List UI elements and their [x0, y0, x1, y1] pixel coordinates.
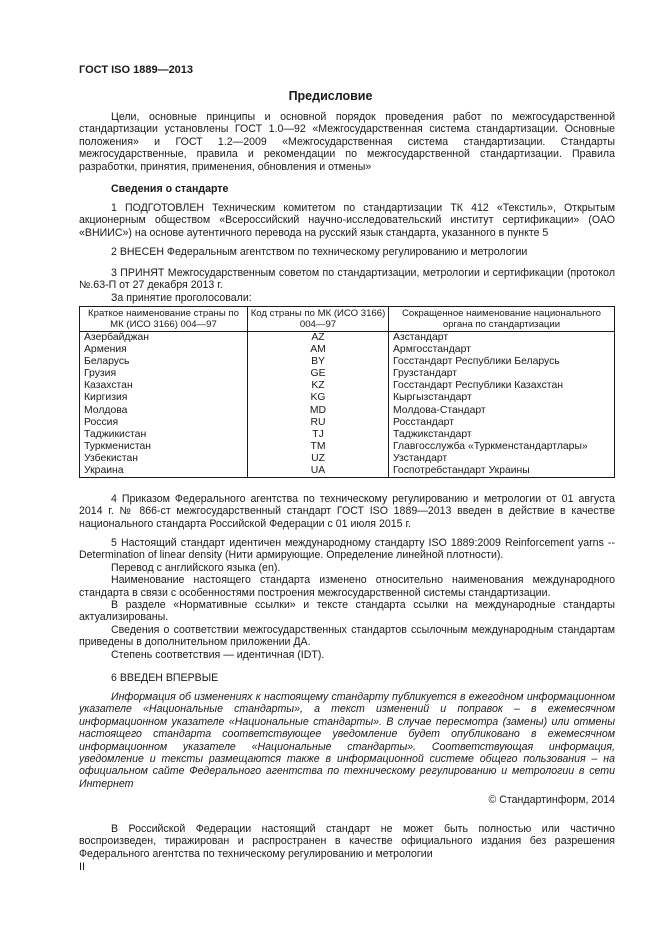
- cell-agency: Молдова-Стандарт: [389, 405, 615, 417]
- item-5-section: [79, 537, 615, 661]
- rights-paragraph: В Российской Федерации настоящий стандарт не может быть полностью или частично воспроизведен, тиражирован и распространен в качестве официального издания без разрешения Федерального агентства по техническому регулированию и метрологии: [79, 823, 615, 860]
- table-body: [80, 332, 615, 478]
- cell-code: RU: [248, 417, 389, 429]
- item-3-paragraph: 3 ПРИНЯТ Межгосударственным советом по стандартизации, метрологии и сертификации (протокол №.63-П от 27 декабря 2013 г.: [79, 267, 615, 292]
- cell-code: GE: [248, 368, 389, 380]
- copyright-section: [79, 794, 615, 806]
- cell-agency: Главгосслужба «Туркменстандартлары»: [389, 441, 615, 453]
- table-row: [80, 453, 615, 465]
- page-title: Предисловие: [288, 89, 373, 103]
- item-5-references: В разделе «Нормативные ссылки» и тексте стандарта ссылки на международные стандарты актуализированы.: [79, 599, 615, 624]
- item-5-language: Перевод с английского языка (en).: [111, 561, 281, 574]
- notice-paragraph: Информация об изменениях к настоящему стандарту публикуется в ежегодном информационном указателе «Национальные стандарты», а текст изменений и поправок – в ежемесячном информационном указателе «Национальные стандарты». В случае пересмотра (замены) или отмены настоящего стандарта соответствующее уведомление будет опубликовано в ежемесячном информационном указателе «Национальные стандарты». Соответствующая информация, уведомление и тексты размещаются также в информационной системе общего пользования – на официальном сайте Федерального агентства по техническому регулированию и метрологии в сети Интернет: [79, 691, 615, 790]
- table-row: [80, 344, 615, 356]
- info-section: [79, 183, 615, 195]
- cell-country: Молдова: [80, 405, 248, 417]
- item-1-paragraph: 1 ПОДГОТОВЛЕН Техническим комитетом по стандартизации ТК 412 «Текстиль», Открытым акционерным обществом «Всероссийский научно-исследовательский институт сертификации» (ОАО «ВНИИС») на основе аутентичного перевода на русский язык стандарта, указанного в пункте 5: [79, 202, 615, 239]
- cell-code: UZ: [248, 453, 389, 465]
- table-row: [80, 429, 615, 441]
- cell-agency: Росстандарт: [389, 417, 615, 429]
- cell-code: MD: [248, 405, 389, 417]
- cell-agency: Госпотребстандарт Украины: [389, 465, 615, 478]
- cell-country: Армения: [80, 344, 248, 356]
- info-heading: Сведения о стандарте: [111, 183, 229, 195]
- cell-code: UA: [248, 465, 389, 478]
- cell-country: Киргизия: [80, 392, 248, 404]
- item-4-paragraph: 4 Приказом Федерального агентства по техническому регулированию и метрологии от 01 августа 2014 г. № 866-ст межгосударственный стандарт ГОСТ ISO 1889—2013 введен в действие в качестве национального стандарта Российской Федерации с 01 июля 2015 г.: [79, 493, 615, 530]
- notice-section: [79, 691, 615, 790]
- cell-agency: Таджикстандарт: [389, 429, 615, 441]
- cell-code: TM: [248, 441, 389, 453]
- intro-paragraph: Цели, основные принципы и основной порядок проведения работ по межгосударственной стандартизации установлены ГОСТ 1.0—92 «Межгосударственная система стандартизации. Основные положения» и ГОСТ 1.2—2009 «Межгосударственная система стандартизации. Стандарты межгосударственные, правила и рекомендации по межгосударственной стандартизации. Правила разработки, принятия, применения, обновления и отмены»: [79, 111, 615, 173]
- cell-agency: Госстандарт Республики Казахстан: [389, 380, 615, 392]
- cell-country: Беларусь: [80, 356, 248, 368]
- item-5-degree: Степень соответствия — идентичная (IDT).: [111, 648, 325, 661]
- cell-code: BY: [248, 356, 389, 368]
- table-row: [80, 405, 615, 417]
- item-5-info: Сведения о соответствии межгосударственных стандартов ссылочным международным стандартам приведены в дополнительном приложении ДА.: [79, 623, 615, 649]
- cell-code: TJ: [248, 429, 389, 441]
- table-row: [80, 356, 615, 368]
- column-header-country: Краткое наименование страны по МК (ИСО 3166) 004—97: [80, 307, 248, 332]
- voting-table: [79, 306, 615, 478]
- table-row: [80, 392, 615, 404]
- item-3-section: [79, 267, 615, 304]
- cell-code: KZ: [248, 380, 389, 392]
- copyright-line: © Стандартинформ, 2014: [488, 794, 615, 806]
- item-2-paragraph: 2 ВНЕСЕН Федеральным агентством по техническому регулированию и метрологии: [111, 246, 528, 258]
- cell-country: Узбекистан: [80, 453, 248, 465]
- cell-country: Азербайджан: [80, 332, 248, 345]
- cell-agency: Кыргызстандарт: [389, 392, 615, 404]
- item-6-paragraph: 6 ВВЕДЕН ВПЕРВЫЕ: [111, 672, 219, 684]
- cell-agency: Грузстандарт: [389, 368, 615, 380]
- cell-agency: Узстандарт: [389, 453, 615, 465]
- cell-country: Украина: [80, 465, 248, 478]
- table-row: [80, 441, 615, 453]
- item-4-section: [79, 493, 615, 530]
- cell-country: Грузия: [80, 368, 248, 380]
- voting-table-wrapper: [79, 306, 615, 478]
- vote-label: За принятие проголосовали:: [111, 291, 252, 304]
- item-5-paragraph: 5 Настоящий стандарт идентичен международному стандарту ISO 1889:2009 Reinforcement yarns -- Determination of linear density (Нити армирующие. Определение линейной плотности).: [79, 537, 615, 562]
- cell-agency: Госстандарт Республики Беларусь: [389, 356, 615, 368]
- rights-section: [79, 823, 615, 860]
- cell-agency: Азстандарт: [389, 332, 615, 345]
- cell-country: Казахстан: [80, 380, 248, 392]
- cell-code: KG: [248, 392, 389, 404]
- intro-section: [79, 111, 615, 173]
- column-header-code: Код страны по МК (ИСО 3166) 004—97: [248, 307, 389, 332]
- cell-agency: Армгосстандарт: [389, 344, 615, 356]
- table-row: [80, 332, 615, 345]
- table-row: [80, 368, 615, 380]
- cell-country: Туркменистан: [80, 441, 248, 453]
- table-row: [80, 465, 615, 478]
- document-header: ГОСТ ISO 1889—2013: [79, 64, 194, 76]
- cell-code: AM: [248, 344, 389, 356]
- table-row: [80, 380, 615, 392]
- item-6-section: [79, 672, 615, 684]
- item-2-section: [79, 246, 615, 258]
- cell-code: AZ: [248, 332, 389, 345]
- cell-country: Таджикистан: [80, 429, 248, 441]
- page-number: II: [79, 861, 86, 873]
- column-header-agency: Сокращенное наименование национального органа по стандартизации: [389, 307, 615, 332]
- cell-country: Россия: [80, 417, 248, 429]
- table-header-row: [80, 307, 615, 332]
- item-5-name-change: Наименование настоящего стандарта изменено относительно наименования международного стандарта в связи с особенностями построения межгосударственной системы стандартизации.: [79, 574, 615, 599]
- item-1-section: [79, 202, 615, 239]
- table-row: [80, 417, 615, 429]
